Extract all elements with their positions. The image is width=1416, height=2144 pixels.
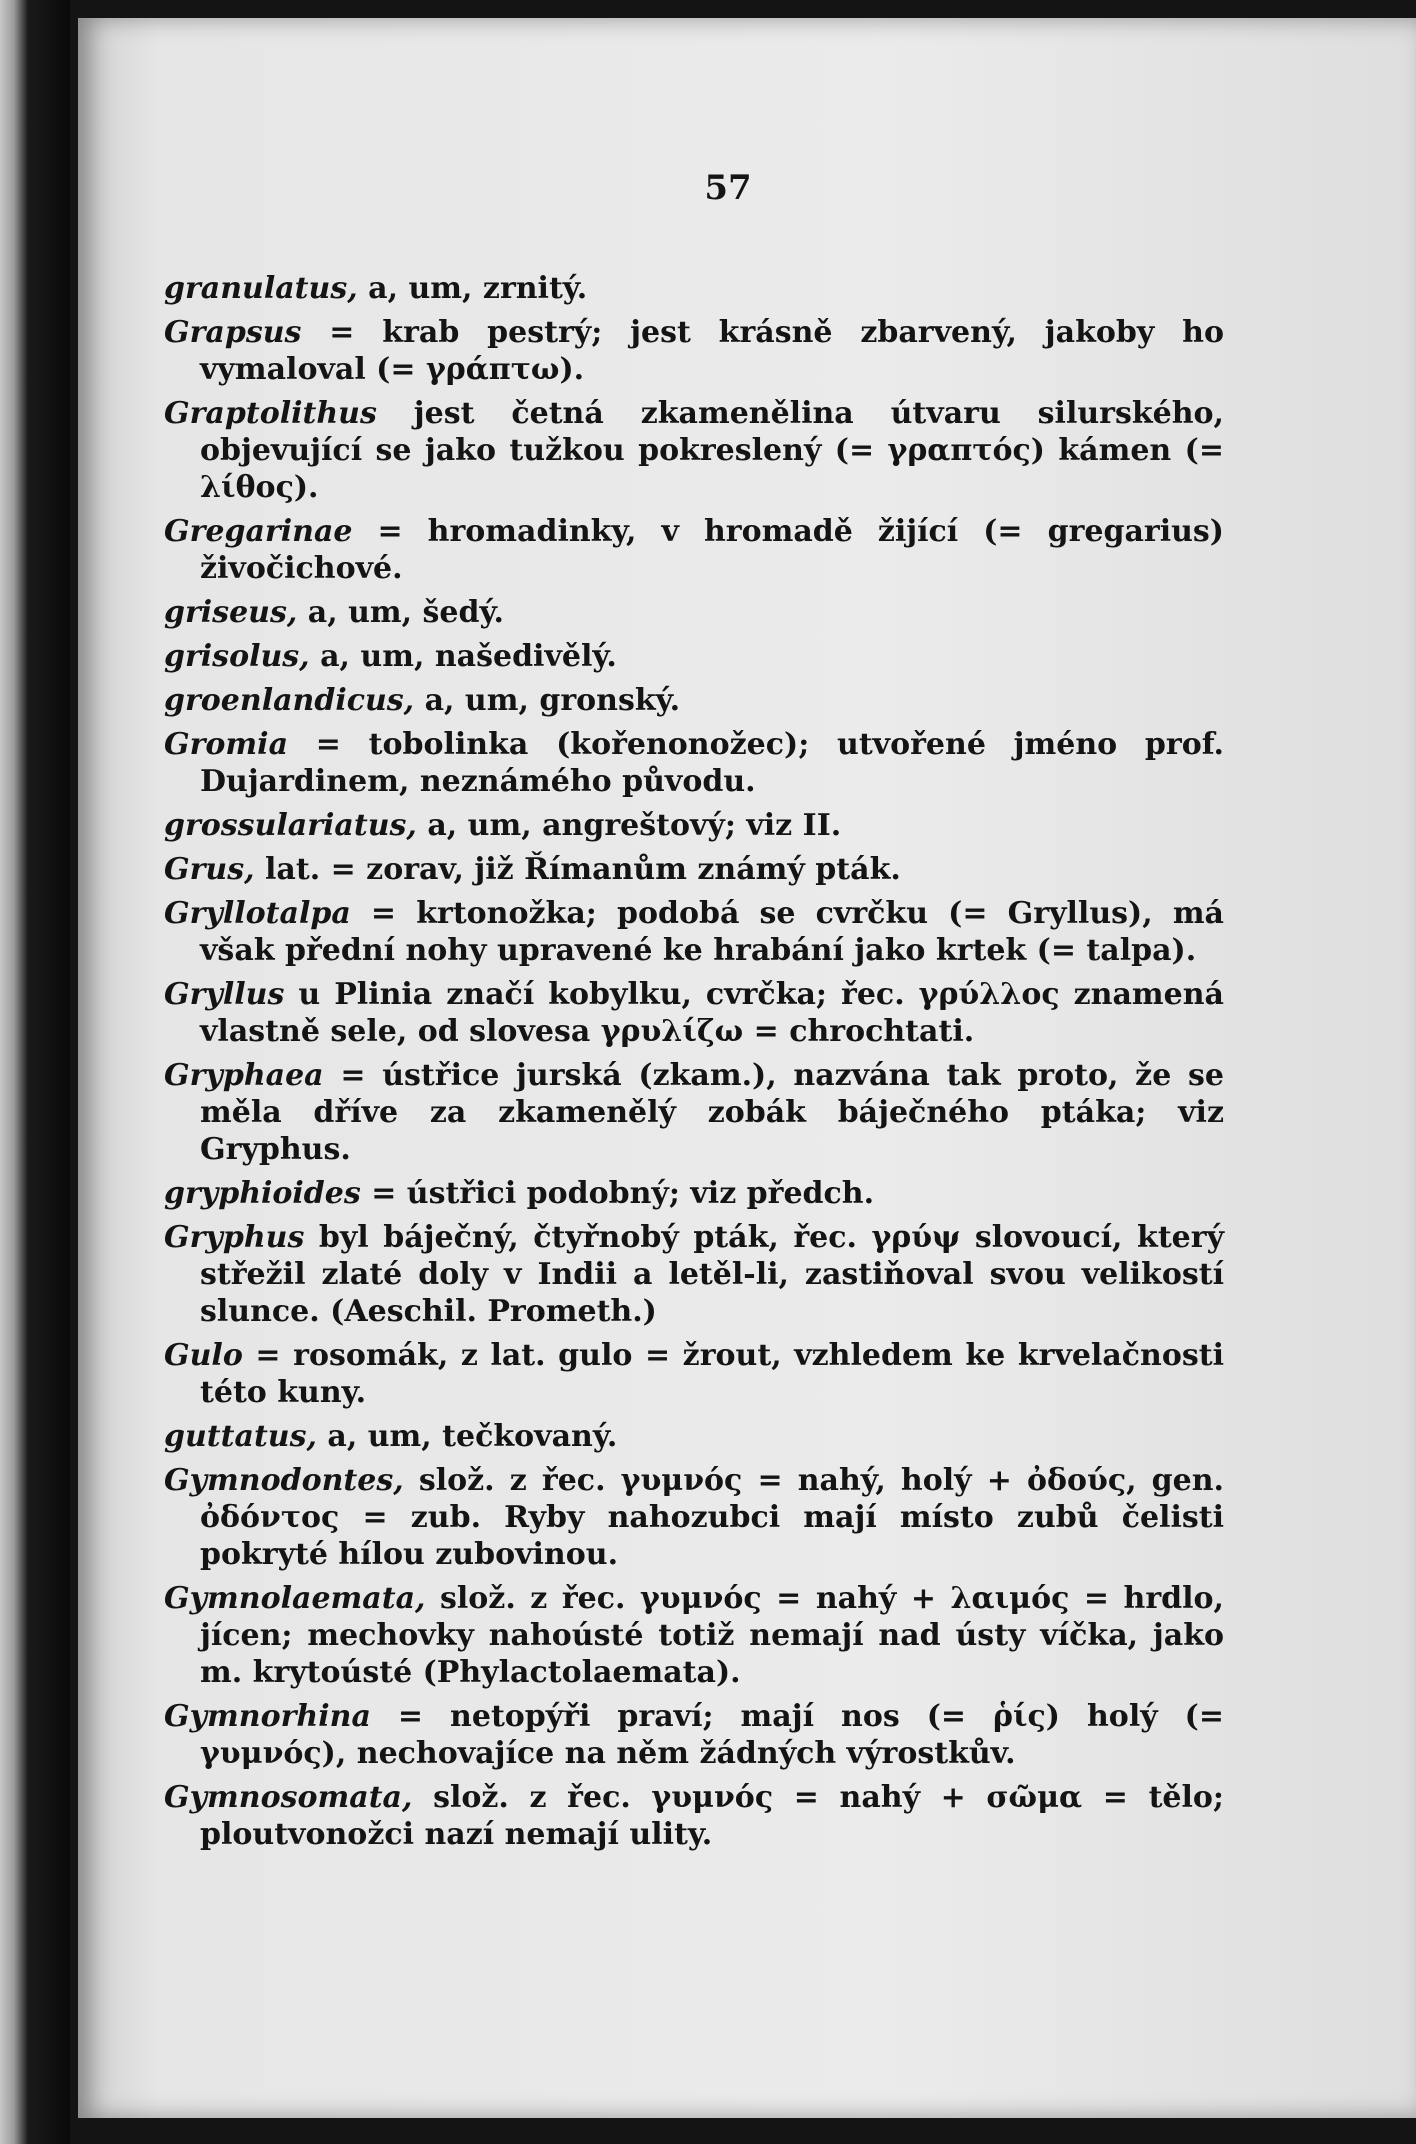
- entry: [164, 1175, 1224, 1212]
- entry-text: a, um, tečkovaný.: [316, 1419, 618, 1454]
- dictionary-entries: [164, 270, 1224, 1860]
- entry-headword: Gryphaea: [164, 1058, 324, 1093]
- entry: [164, 1337, 1224, 1411]
- entry: [164, 1462, 1224, 1573]
- entry: [164, 1219, 1224, 1330]
- entry: [164, 807, 1224, 844]
- entry-text: = netopýři praví; mají nos (= ῥίς) holý (= γυμνός), nechovajíce na něm žádných výrostkův.: [200, 1699, 1224, 1771]
- entry-headword: Gymnorhina: [164, 1699, 371, 1734]
- entry-headword: groenlandicus,: [164, 683, 415, 718]
- entry-text: = hromadinky, v hromadě žijící (= gregarius) živočichové.: [200, 514, 1224, 586]
- entry-text: = ústřice jurská (zkam.), nazvána tak proto, že se měla dříve za zkamenělý zobák báječného ptáka; viz Gryphus.: [200, 1058, 1224, 1167]
- entry: [164, 270, 1224, 307]
- entry-text: = ústřici podobný; viz předch.: [360, 1176, 875, 1211]
- entry-text: lat. = zorav, již Římanům známý pták.: [254, 852, 901, 887]
- entry-headword: Gymnolaemata,: [164, 1581, 426, 1616]
- entry-headword: grossulariatus,: [164, 808, 417, 843]
- entry-headword: granulatus,: [164, 271, 358, 306]
- entry: [164, 1580, 1224, 1691]
- entry: [164, 895, 1224, 969]
- book-page: [78, 18, 1416, 2118]
- entry-headword: gryphioides: [164, 1176, 361, 1211]
- entry-headword: Gulo: [164, 1338, 243, 1373]
- entry-headword: Gryllus: [164, 977, 285, 1012]
- entry: [164, 1418, 1224, 1455]
- entry-text: jest četná zkamenělina útvaru silurského, objevující se jako tužkou pokreslený (= γραπτός) kámen (= λίθος).: [200, 396, 1224, 505]
- entry-text: slož. z řec. γυμνός = nahý + σῶμα = tělo; ploutvonožci nazí nemají ulity.: [200, 1780, 1224, 1852]
- entry-headword: Gymnodontes,: [164, 1463, 404, 1498]
- entry: [164, 726, 1224, 800]
- entry: [164, 1779, 1224, 1853]
- entry-headword: Graptolithus: [164, 396, 377, 431]
- entry-text: slož. z řec. γυμνός = nahý + λαιμός = hrdlo, jícen; mechovky nahoústé totiž nemají nad ústy víčka, jako m. krytoústé (Phylactolaemata).: [200, 1581, 1224, 1690]
- entry-headword: grisolus,: [164, 639, 310, 674]
- entry: [164, 682, 1224, 719]
- entry-text: = tobolinka (kořenonožec); utvořené jméno prof. Dujardinem, neznámého původu.: [200, 727, 1224, 799]
- entry: [164, 1057, 1224, 1168]
- entry-headword: Gregarinae: [164, 514, 353, 549]
- entry-text: = krab pestrý; jest krásně zbarvený, jakoby ho vymaloval (= γράπτω).: [200, 315, 1224, 387]
- entry-text: slož. z řec. γυμνός = nahý, holý + ὀδούς, gen. ὀδόντος = zub. Ryby nahozubci mají místo zubů čelisti pokryté hílou zubovinou.: [200, 1463, 1224, 1572]
- entry-headword: Gryllotalpa: [164, 896, 351, 931]
- entry-text: byl báječný, čtyřnobý pták, řec. γρύψ slovoucí, který střežil zlaté doly v Indii a letěl-li, zastiňoval svou velikostí slunce. (Aeschil. Prometh.): [200, 1220, 1224, 1329]
- page-number: 57: [704, 168, 752, 208]
- entry: [164, 314, 1224, 388]
- entry: [164, 851, 1224, 888]
- entry: [164, 1698, 1224, 1772]
- book-spine: [0, 0, 70, 2144]
- entry-text: a, um, zrnitý.: [357, 271, 588, 306]
- entry-headword: Grus,: [164, 852, 255, 887]
- entry-text: a, um, angreštový; viz II.: [416, 808, 842, 843]
- entry-headword: Gromia: [164, 727, 289, 762]
- entry: [164, 638, 1224, 675]
- entry: [164, 976, 1224, 1050]
- entry-text: = krtonožka; podobá se cvrčku (= Gryllus), má však přední nohy upravené ke hrabání jako krtek (= talpa).: [200, 896, 1224, 968]
- entry-headword: guttatus,: [164, 1419, 317, 1454]
- entry: [164, 395, 1224, 506]
- entry-text: = rosomák, z lat. gulo = žrout, vzhledem ke krvelačnosti této kuny.: [200, 1338, 1224, 1410]
- entry: [164, 513, 1224, 587]
- entry-headword: Gymnosomata,: [164, 1780, 413, 1815]
- entry-headword: Grapsus: [164, 315, 302, 350]
- entry-text: a, um, gronský.: [414, 683, 681, 718]
- entry-text: a, um, šedý.: [297, 595, 504, 630]
- entry-text: a, um, našedivělý.: [309, 639, 617, 674]
- entry-headword: Gryphus: [164, 1220, 305, 1255]
- entry-text: u Plinia značí kobylku, cvrčka; řec. γρύλλος znamená vlastně sele, od slovesa γρυλίζω = chrochtati.: [200, 977, 1224, 1049]
- entry-headword: griseus,: [164, 595, 298, 630]
- entry: [164, 594, 1224, 631]
